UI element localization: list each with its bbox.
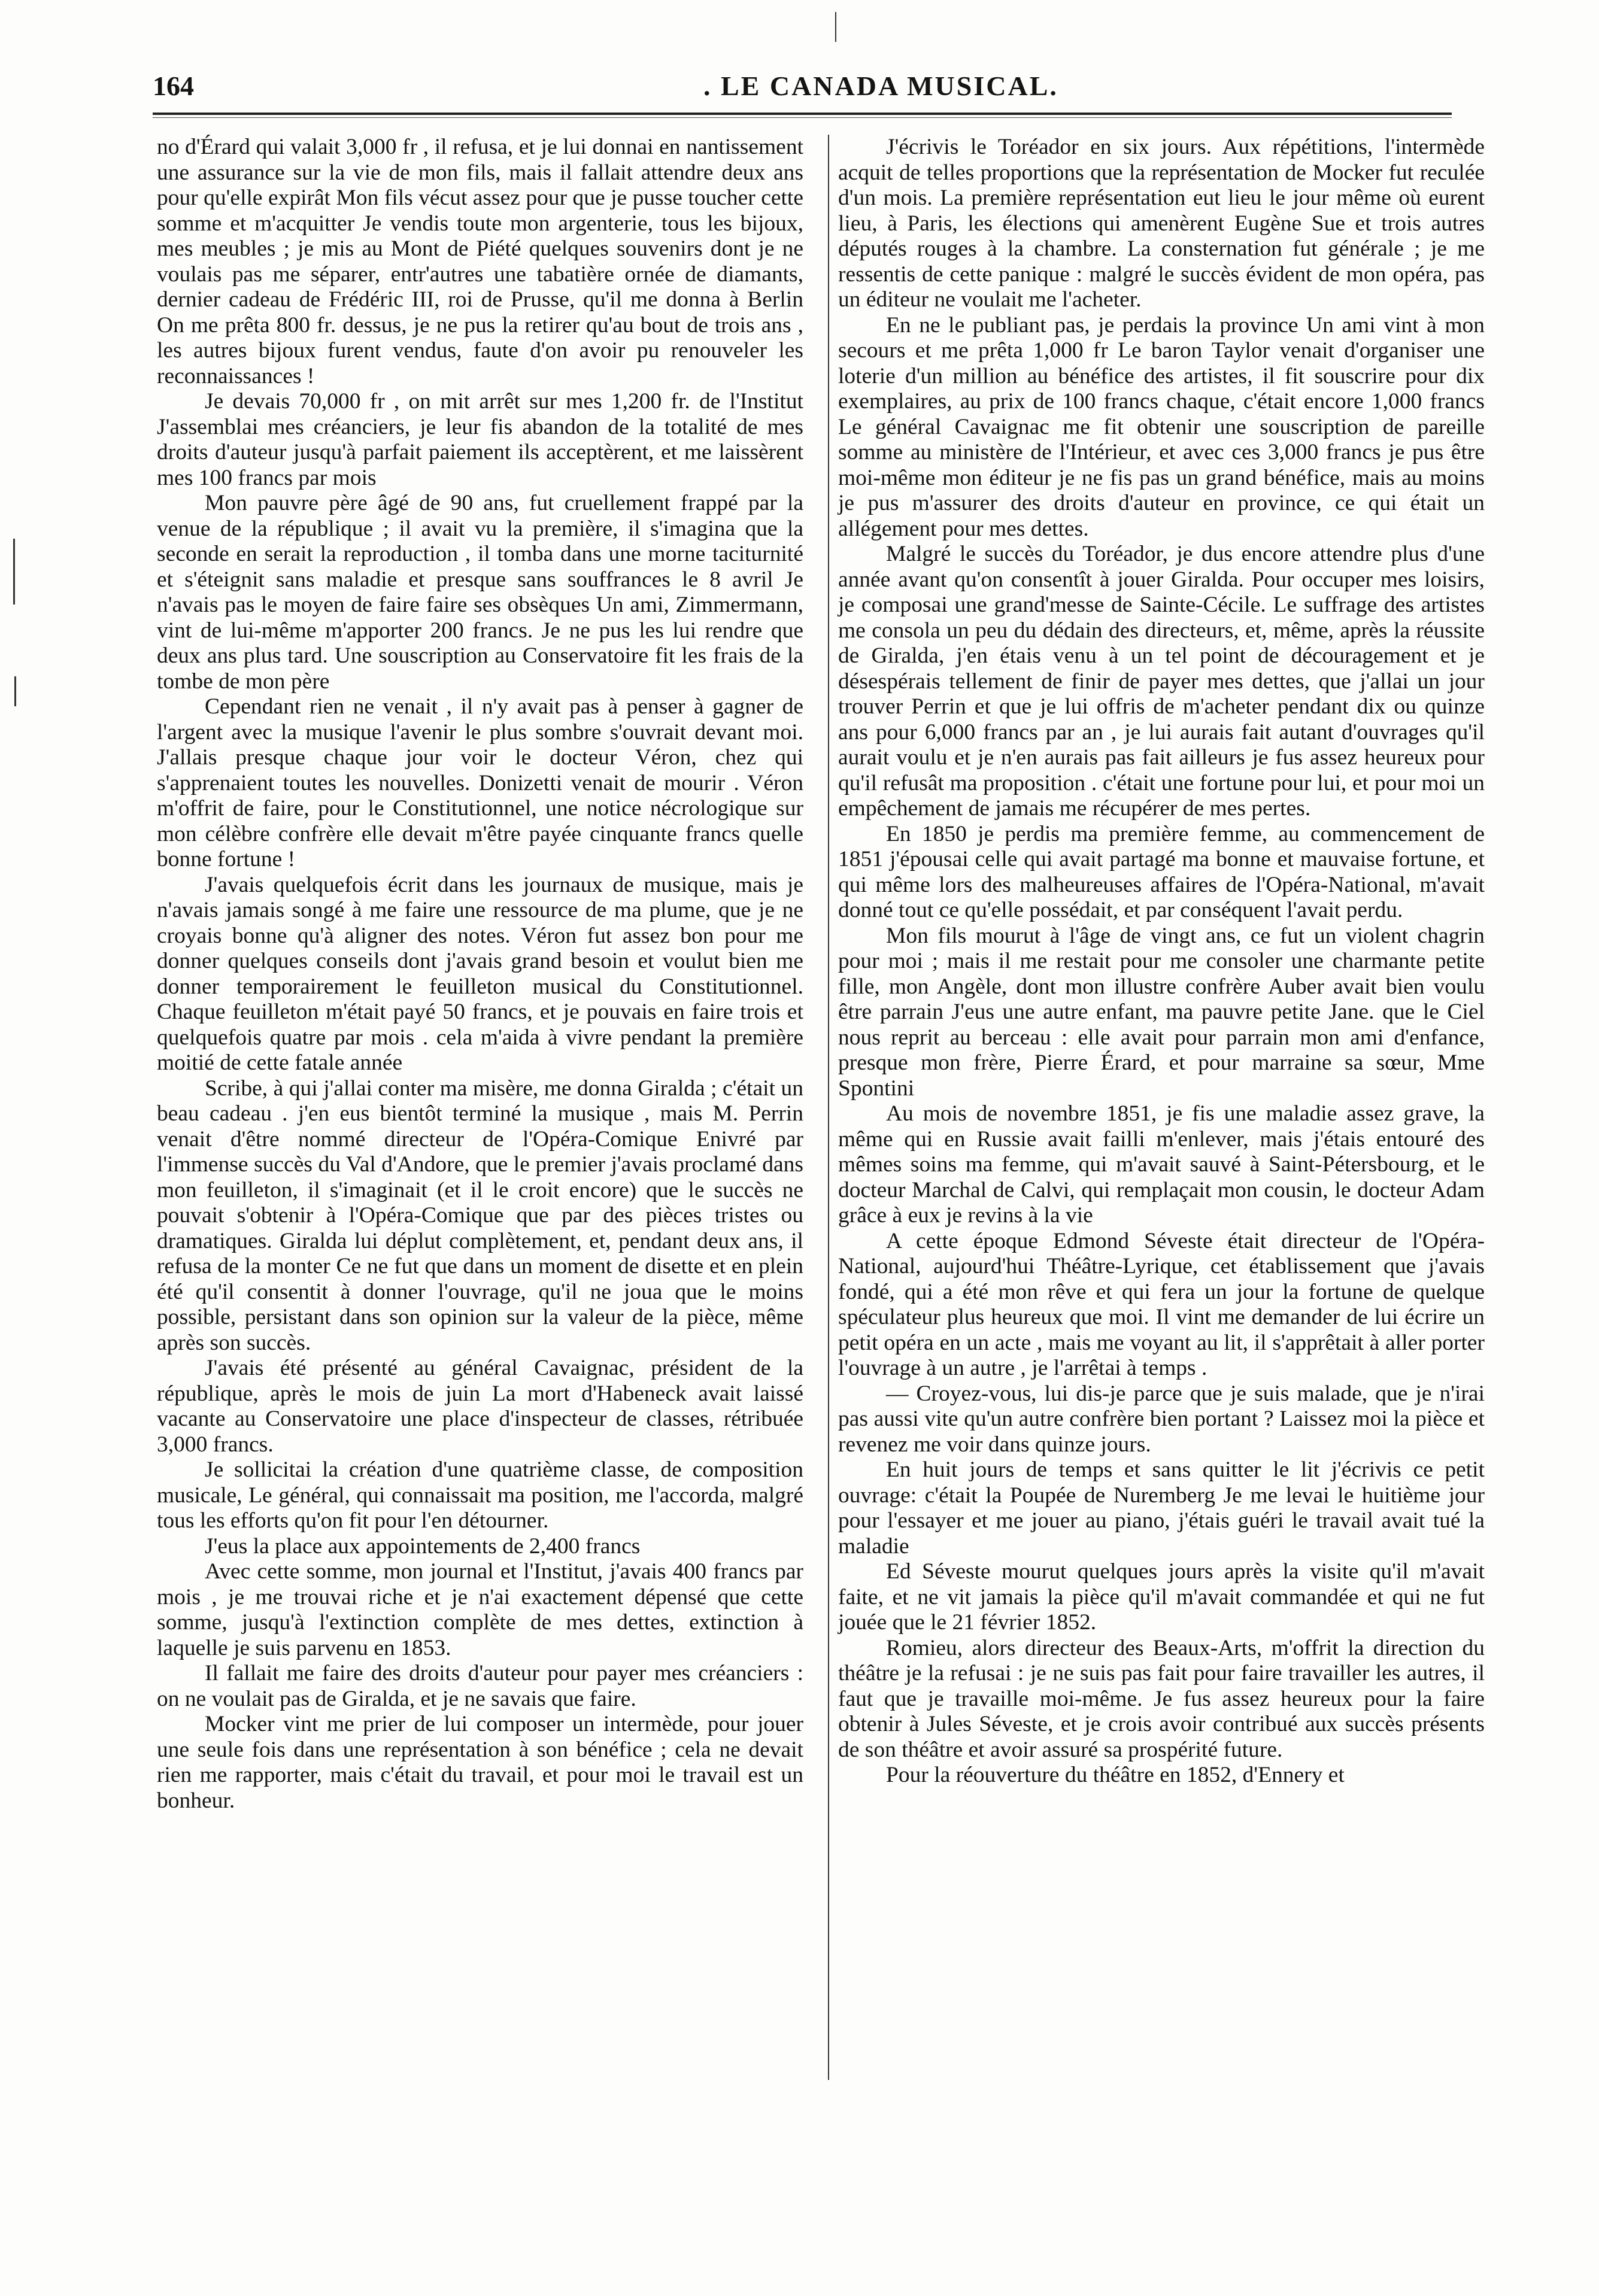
paragraph: Il fallait me faire des droits d'auteur pour payer mes créanciers : on ne voulait pas de Giralda, et je ne savais que faire.: [157, 1661, 803, 1711]
scan-top-mark: [835, 12, 836, 42]
paragraph: J'avais quelquefois écrit dans les journaux de musique, mais je n'avais jamais songé à me faire une ressource de ma plume, que je ne croyais bonne qu'à aligner des notes. Véron fut assez bon pour me donner quelques conseils dont j'avais grand besoin et voulut bien me donner temporairement le feuilleton musical du Constitutionnel. Chaque feuilleton m'était payé 50 francs, et je pouvais en faire trois et quelquefois quatre par mois . cela m'aida à vivre pendant la première moitié de cette fatale année: [157, 872, 803, 1075]
paragraph: Avec cette somme, mon journal et l'Institut, j'avais 400 francs par mois , je me trouvai riche et je n'ai exactement dépensé que cette somme, jusqu'à l'extinction complète de mes dettes, extinction à laquelle je suis parvenu en 1853.: [157, 1559, 803, 1660]
scan-margin-mark: [14, 676, 16, 706]
column-divider: [828, 135, 829, 2080]
journal-title: . LE CANADA MUSICAL.: [703, 71, 1058, 101]
left-column: [157, 135, 803, 1814]
paragraph: Malgré le succès du Toréador, je dus encore attendre plus d'une année avant qu'on consentît à jouer Giralda. Pour occuper mes loisirs, je composai une grand'messe de Sainte-Cécile. Le suffrage des artistes me consola un peu du dédain des directeurs, et, même, après la réussite de Giralda, j'en étais venu à un tel point de découragement et je désespérais tellement de finir de payer mes dettes, que j'allai un jour trouver Perrin et que je lui offris de m'acheter pendant dix ou quinze ans pour 6,000 francs par an , je lui aurais fait autant d'ouvrages qu'il aurait voulu et je n'en aurais pas fait ailleurs je fus assez heureux pour qu'il refusât ma proposition . c'était une fortune pour lui, et pour moi un empêchement de jamais me récupérer de mes pertes.: [838, 542, 1485, 821]
paragraph: Je devais 70,000 fr , on mit arrêt sur mes 1,200 fr. de l'Institut J'assemblai mes créanciers, je leur fis abandon de la totalité de mes droits d'auteur jusqu'à parfait paiement ils acceptèrent, et me laissèrent mes 100 francs par mois: [157, 389, 803, 490]
page-number: 164: [153, 71, 194, 101]
paragraph: Au mois de novembre 1851, je fis une maladie assez grave, la même qui en Russie avait failli m'enlever, mais j'étais entouré des mêmes soins ma femme, qui m'avait sauvé à Saint-Pétersbourg, et le docteur Marchal de Calvi, qui remplaçait mon cousin, le docteur Adam grâce à eux je revins à la vie: [838, 1101, 1485, 1228]
paragraph: J'avais été présenté au général Cavaignac, président de la république, après le mois de juin La mort d'Habeneck avait laissé vacante au Conservatoire une place d'inspecteur de classes, rétribuée 3,000 francs.: [157, 1356, 803, 1457]
paragraph: no d'Érard qui valait 3,000 fr , il refusa, et je lui donnai en nantissement une assurance sur la vie de mon fils, mais il fallait attendre deux ans pour qu'elle expirât Mon fils vécut assez pour que je pusse toucher cette somme et m'acquitter Je vendis toute mon argenterie, tous les bijoux, mes meubles ; je mis au Mont de Piété quelques souvenirs dont je ne voulais pas me séparer, entr'autres une tabatière ornée de diamants, dernier cadeau de Frédéric III, roi de Prusse, qu'il me donna à Berlin On me prêta 800 fr. dessus, je ne pus la retirer qu'au bout de trois ans , les autres bijoux furent vendus, faute d'on avoir pu renouveler les reconnaissances !: [157, 135, 803, 388]
scan-margin-mark: [13, 539, 15, 605]
right-column: [838, 135, 1485, 1788]
paragraph: Mocker vint me prier de lui composer un intermède, pour jouer une seule fois dans une représentation à son bénéfice ; cela ne devait rien me rapporter, mais c'était du travail, et pour moi le travail est un bonheur.: [157, 1712, 803, 1813]
paragraph: Mon fils mourut à l'âge de vingt ans, ce fut un violent chagrin pour moi ; mais il me restait pour me consoler une charmante petite fille, mon Angèle, dont mon illustre confrère Auber avait bien voulu être parrain J'eus une autre enfant, ma pauvre petite Jane. que le Ciel nous reprit au berceau : elle avait pour parrain mon ami d'enfance, presque mon frère, Pierre Érard, et pour marraine sa sœur, Mme Spontini: [838, 923, 1485, 1101]
paragraph: En huit jours de temps et sans quitter le lit j'écrivis ce petit ouvrage: c'était la Poupée de Nuremberg Je me levai le huitième jour pour l'essayer et me jouer au piano, j'étais guéri le travail avait tué la maladie: [838, 1457, 1485, 1559]
paragraph: Ed Séveste mourut quelques jours après la visite qu'il m'avait faite, et ne vit jamais la pièce qu'il m'avait commandée et qui ne fut jouée que le 21 février 1852.: [838, 1559, 1485, 1635]
paragraph: Scribe, à qui j'allai conter ma misère, me donna Giralda ; c'était un beau cadeau . j'en eus bientôt terminé la musique , mais M. Perrin venait d'être nommé directeur de l'Opéra-Comique Enivré par l'immense succès du Val d'Andore, que le premier j'avais proclamé dans mon feuilleton, il s'imaginait (et il le croit encore) que le succès ne pouvait s'obtenir à l'Opéra-Comique que par des pièces tristes ou dramatiques. Giralda lui déplut complètement, et, pendant deux ans, il refusa de la monter Ce ne fut que dans un moment de disette et en plein été qu'il consentit à donner l'ouvrage, qu'il ne joua que le moins possible, persistant dans son opinion sur la valeur de la pièce, même après son succès.: [157, 1076, 803, 1355]
paragraph: — Croyez-vous, lui dis-je parce que je suis malade, que je n'irai pas aussi vite qu'un autre confrère bien portant ? Laissez moi la pièce et revenez me voir dans quinze jours.: [838, 1381, 1485, 1457]
paragraph: Cependant rien ne venait , il n'y avait pas à penser à gagner de l'argent avec la musique l'avenir le plus sombre s'ouvrait devant moi. J'allais presque chaque jour voir le docteur Véron, chez qui s'apprenaient toutes les nouvelles. Donizetti venait de mourir . Véron m'offrit de faire, pour le Constitutionnel, une notice nécrologique sur mon célèbre confrère elle devait m'être payée cinquante francs quelle bonne fortune !: [157, 694, 803, 871]
paragraph: En 1850 je perdis ma première femme, au commencement de 1851 j'épousai celle qui avait partagé ma bonne et mauvaise fortune, et qui même lors des malheureuses affaires de l'Opéra-National, m'avait donné tout ce qu'elle possédait, et par conséquent l'avait perdu.: [838, 821, 1485, 922]
page-header: [153, 63, 1452, 111]
paragraph: J'eus la place aux appointements de 2,400 francs: [205, 1533, 641, 1559]
paragraph: Je sollicitai la création d'une quatrième classe, de composition musicale, Le général, qui connaissait ma position, me l'accorda, malgré tous les efforts qu'on fit pour l'en détourner.: [157, 1457, 803, 1533]
paragraph: J'écrivis le Toréador en six jours. Aux répétitions, l'intermède acquit de telles proportions que la représentation de Mocker fut reculée d'un mois. La première représentation eut lieu le jour même où eurent lieu, à Paris, les élections qui amenèrent Eugène Sue et trois autres députés rouges à la chambre. La consternation fut générale ; je me ressentis de cette panique : malgré le succès évident de mon opéra, pas un éditeur ne voulait me l'acheter.: [838, 135, 1485, 312]
header-rule-thin: [153, 117, 1452, 118]
paragraph: Mon pauvre père âgé de 90 ans, fut cruellement frappé par la venue de la république ; il avait vu la première, il s'imagina que la seconde en serait la reproduction , il tomba dans une morne taciturnité et s'éteignit sans maladie et presque sans souffrances le 8 avril Je n'avais pas le moyen de faire faire ses obsèques Un ami, Zimmermann, vint de lui-même m'apporter 200 francs. Je ne pus les lui rendre que deux ans plus tard. Une souscription au Conservatoire fit les frais de la tombe de mon père: [157, 491, 803, 694]
paragraph: Pour la réouverture du théâtre en 1852, d'Ennery et: [886, 1763, 1345, 1787]
paragraph: A cette époque Edmond Séveste était directeur de l'Opéra-National, aujourd'hui Théâtre-Lyrique, cet établissement que j'avais fondé, qui a été mon rêve et qui fera un jour la fortune de quelque spéculateur plus heureux que moi. Il vint me demander de lui écrire un petit opéra en un acte , mais me voyant au lit, il s'apprêtait à aller porter l'ouvrage à un autre , je l'arrêtai à temps .: [838, 1228, 1485, 1380]
paragraph: En ne le publiant pas, je perdais la province Un ami vint à mon secours et me prêta 1,000 fr Le baron Taylor venait d'organiser une loterie d'un million au bénéfice des artistes, il fit souscrire pour dix exemplaires, au prix de 100 francs chaque, c'était encore 1,000 francs Le général Cavaignac me fit obtenir une souscription de pareille somme au ministère de l'Intérieur, et avec ces 3,000 francs je pus être moi-même mon éditeur je ne fis pas un grand bénéfice, mais au moins je pus m'assurer des droits d'auteur en province, ce qui était un allégement pour mes dettes.: [838, 312, 1485, 541]
paragraph: Romieu, alors directeur des Beaux-Arts, m'offrit la direction du théâtre je la refusai : je ne suis pas fait pour faire travailler les autres, il faut que je travaille moi-même. Je fus assez heureux pour la faire obtenir à Jules Séveste, et je crois avoir contribué aux succès présents de son théâtre et avoir assuré sa prospérité future.: [838, 1635, 1485, 1762]
header-rule: [153, 113, 1452, 115]
